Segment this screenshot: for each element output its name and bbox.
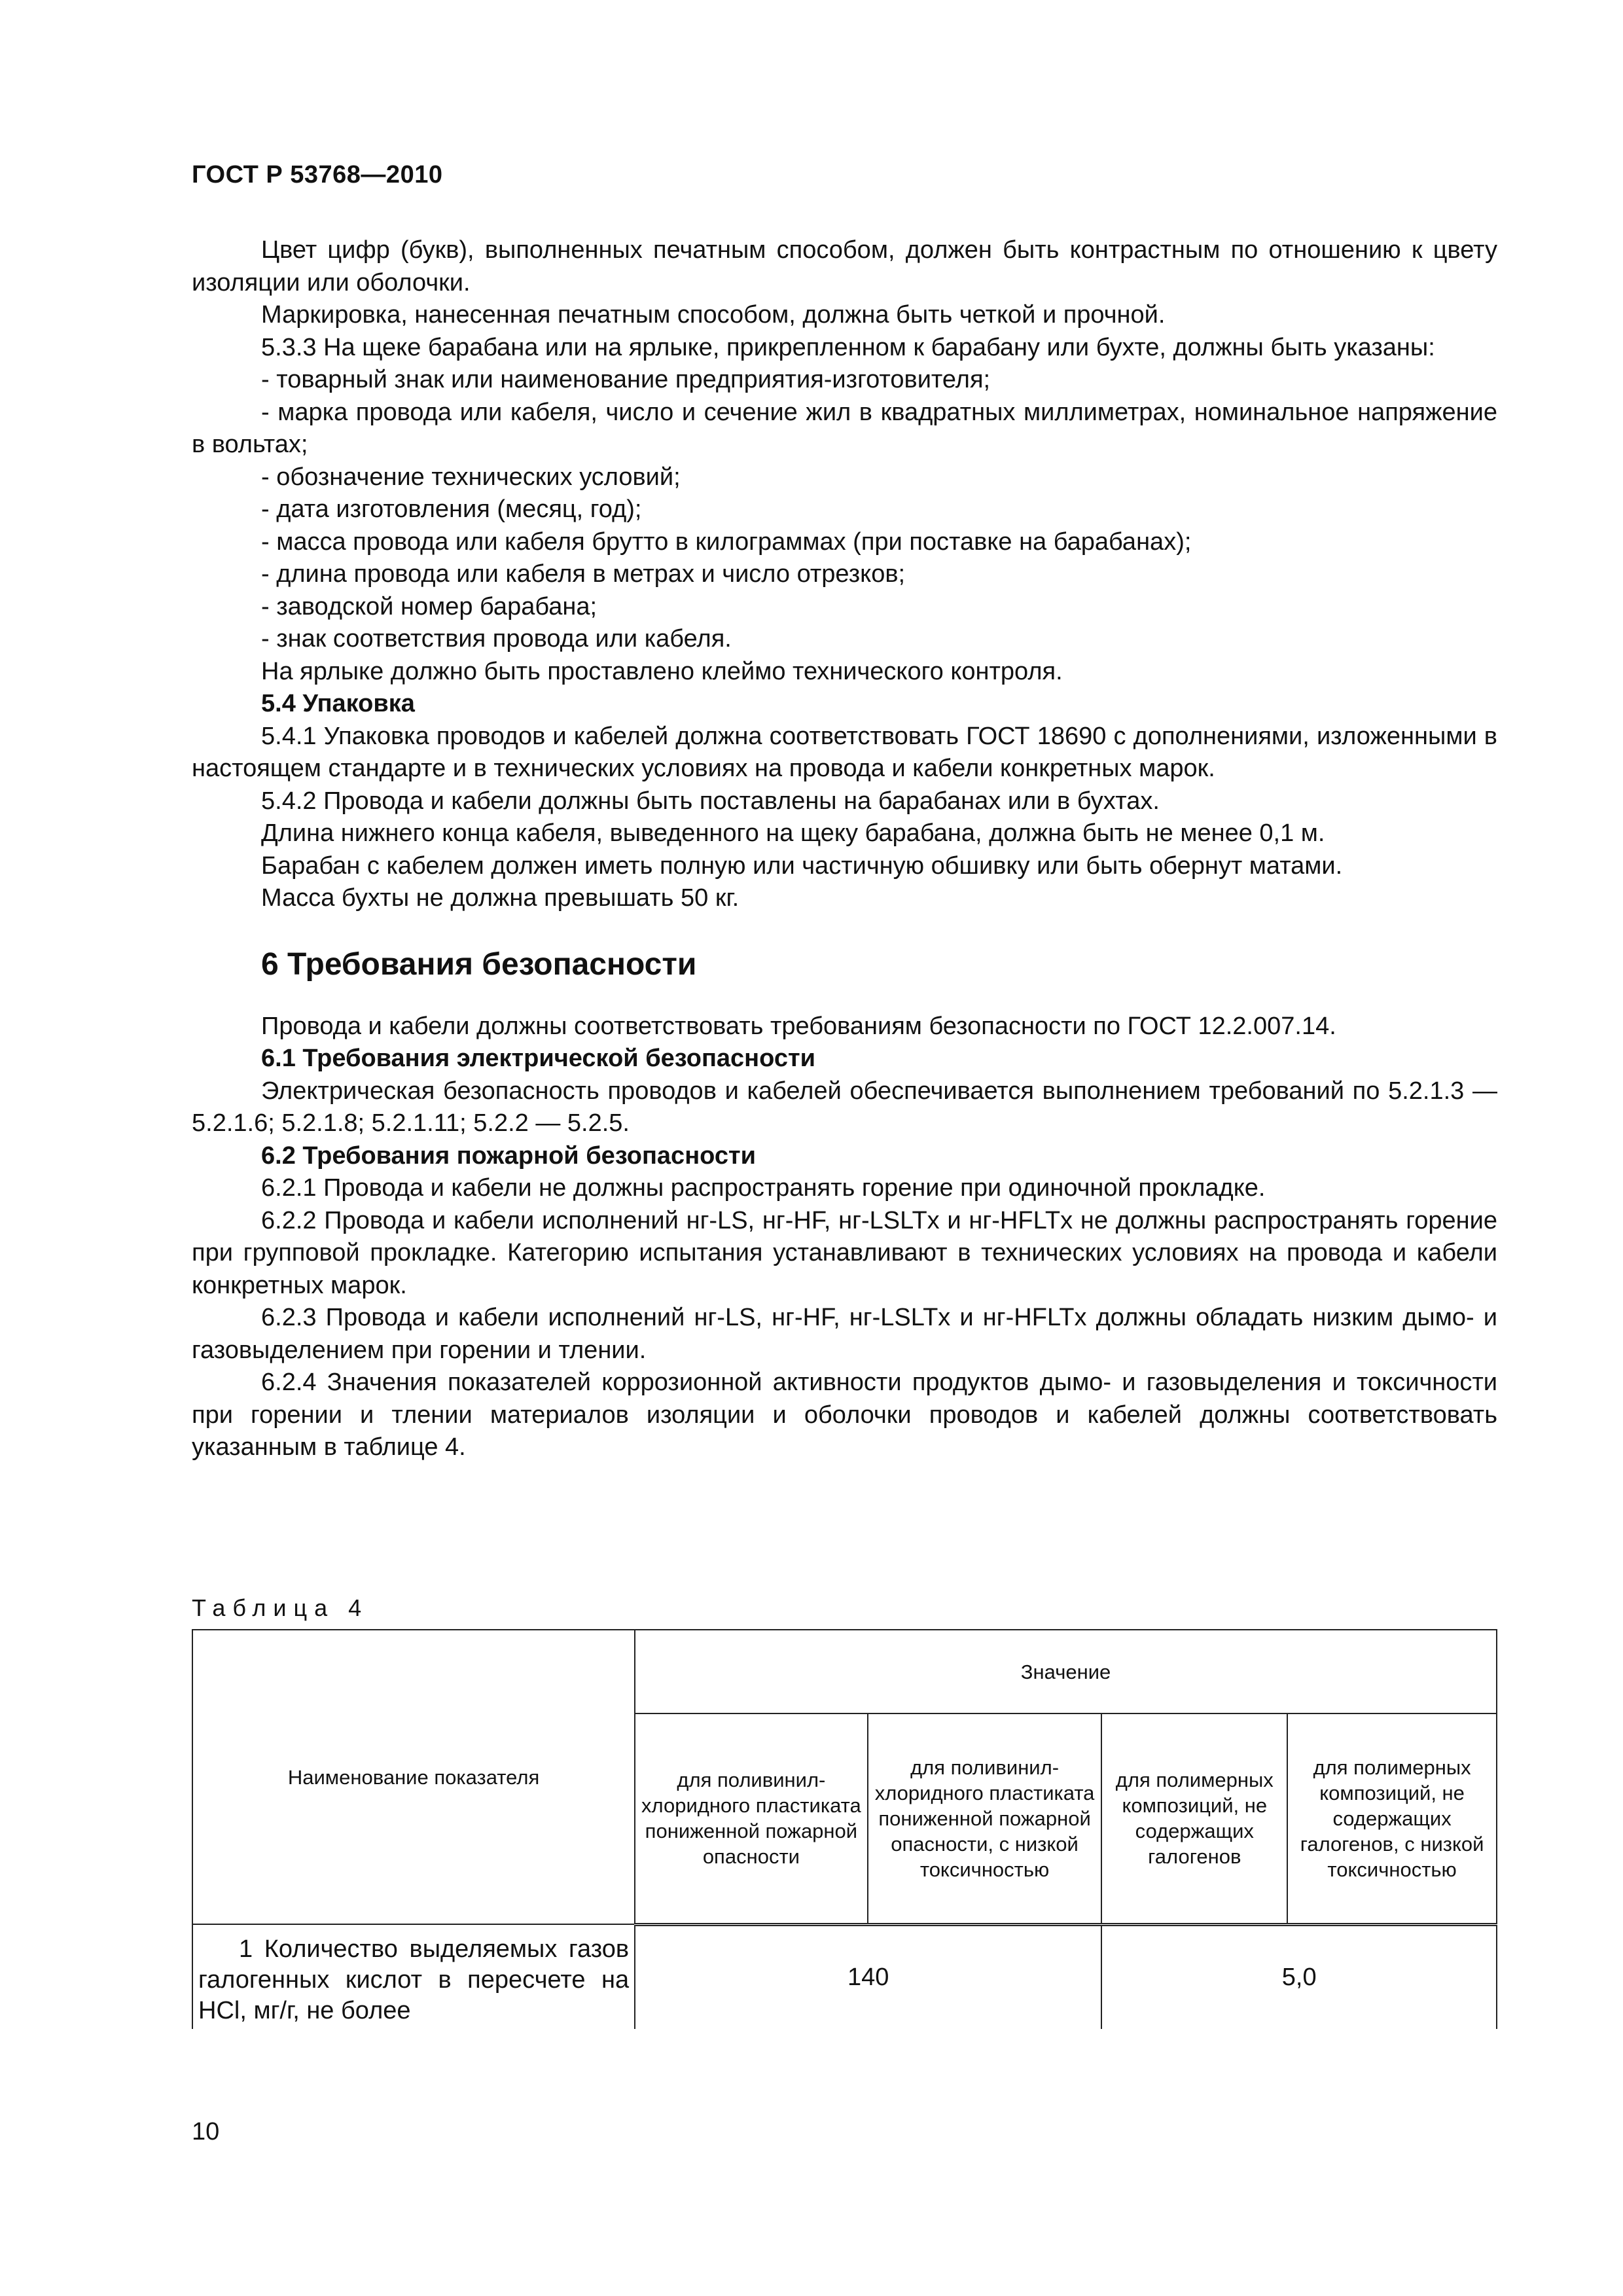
column-header-name: Наименование показателя	[192, 1630, 635, 1924]
paragraph: Провода и кабели должны соответствовать требованиям безопасности по ГОСТ 12.2.007.14.	[261, 1012, 1336, 1040]
paragraph: Цвет цифр (букв), выполненных печатным способом, должен быть контрастным по отношению к цвету изоляции или оболочки.	[192, 236, 1497, 296]
data-table	[192, 1629, 1497, 2029]
paragraph: 5.4.2 Провода и кабели должны быть поставлены на барабанах или в бухтах.	[261, 787, 1160, 815]
section-heading: 6 Требования безопасности	[261, 946, 697, 982]
subsection-heading: 6.2 Требования пожарной безопасности	[261, 1141, 756, 1170]
document-body	[192, 234, 1497, 1464]
table-cell-value: 140	[635, 1924, 1101, 2029]
paragraph: 6.2.1 Провода и кабели не должны распространять горение при одиночной прокладке.	[261, 1174, 1266, 1202]
column-header: для поливинил-хлоридного пластиката пониженной пожарной опасности	[635, 1713, 868, 1924]
table-cell-value: 5,0	[1101, 1924, 1497, 2029]
paragraph: Длина нижнего конца кабеля, выведенного на щеку барабана, должна быть не менее 0,1 м.	[261, 819, 1325, 847]
paragraph: Маркировка, нанесенная печатным способом, должна быть четкой и прочной.	[261, 301, 1166, 329]
column-header: для полимерных композиций, не содержащих галогенов	[1101, 1713, 1287, 1924]
subsection-heading: 5.4 Упаковка	[261, 690, 415, 717]
column-header: для поливинил-хлоридного пластиката пониженной пожарной опасности, с низкой токсичностью	[868, 1713, 1102, 1924]
list-item: - заводской номер барабана;	[261, 592, 597, 620]
list-item: - масса провода или кабеля брутто в килограммах (при поставке на барабанах);	[261, 528, 1192, 556]
paragraph: Масса бухты не должна превышать 50 кг.	[261, 884, 740, 912]
paragraph: 5.3.3 На щеке барабана или на ярлыке, прикрепленном к барабану или бухте, должны быть указаны:	[261, 333, 1435, 361]
paragraph: Барабан с кабелем должен иметь полную или частичную обшивку или быть обернут матами.	[261, 852, 1343, 880]
subsection-heading: 6.1 Требования электрической безопасности	[261, 1045, 815, 1072]
list-item: - товарный знак или наименование предприятия-изготовителя;	[261, 366, 991, 393]
table-caption: Таблица 4	[192, 1594, 369, 1621]
column-header: для полимерных композиций, не содержащих галогенов, с низкой токсичностью	[1287, 1713, 1497, 1924]
document-header: ГОСТ Р 53768—2010	[192, 161, 443, 188]
list-item: - длина провода или кабеля в метрах и число отрезков;	[261, 560, 906, 588]
table-row	[192, 1924, 1497, 2029]
paragraph: Электрическая безопасность проводов и кабелей обеспечивается выполнением требований по 5.2.1.3 — 5.2.1.6; 5.2.1.8; 5.2.1.11; 5.2.2 — 5.2.5.	[192, 1077, 1497, 1137]
table-cell-name: 1 Количество выделяемых газов галогенных кислот в пересчете на HCl, мг/г, не более	[192, 1924, 635, 2029]
paragraph: 6.2.3 Провода и кабели исполнений нг-LS, нг-HF, нг-LSLTx и нг-HFLTx должны обладать низким дымо- и газовыделением при горении и тлении.	[192, 1304, 1497, 1364]
column-group-header: Значение	[635, 1630, 1497, 1713]
list-item: - обозначение технических условий;	[261, 463, 681, 491]
paragraph: 5.4.1 Упаковка проводов и кабелей должна соответствовать ГОСТ 18690 с дополнениями, изложенными в настоящем стандарте и в технических условиях на провода и кабели конкретных марок.	[192, 722, 1497, 782]
paragraph: На ярлыке должно быть проставлено клеймо технического контроля.	[261, 657, 1063, 685]
list-item: - знак соответствия провода или кабеля.	[261, 625, 732, 653]
paragraph: 6.2.4 Значения показателей коррозионной активности продуктов дымо- и газовыделения и токсичности при горении и тлении материалов изоляции и оболочки проводов и кабелей должны соответствовать указанным в таблице 4.	[192, 1369, 1497, 1461]
list-item: - марка провода или кабеля, число и сечение жил в квадратных миллиметрах, номинальное напряжение в вольтах;	[192, 398, 1497, 458]
paragraph: 6.2.2 Провода и кабели исполнений нг-LS, нг-HF, нг-LSLTx и нг-HFLTx не должны распространять горение при групповой прокладке. Категорию испытания устанавливают в технических условиях на провода и кабели конкретных марок.	[192, 1206, 1497, 1299]
page-number: 10	[192, 2118, 220, 2145]
list-item: - дата изготовления (месяц, год);	[261, 495, 642, 523]
